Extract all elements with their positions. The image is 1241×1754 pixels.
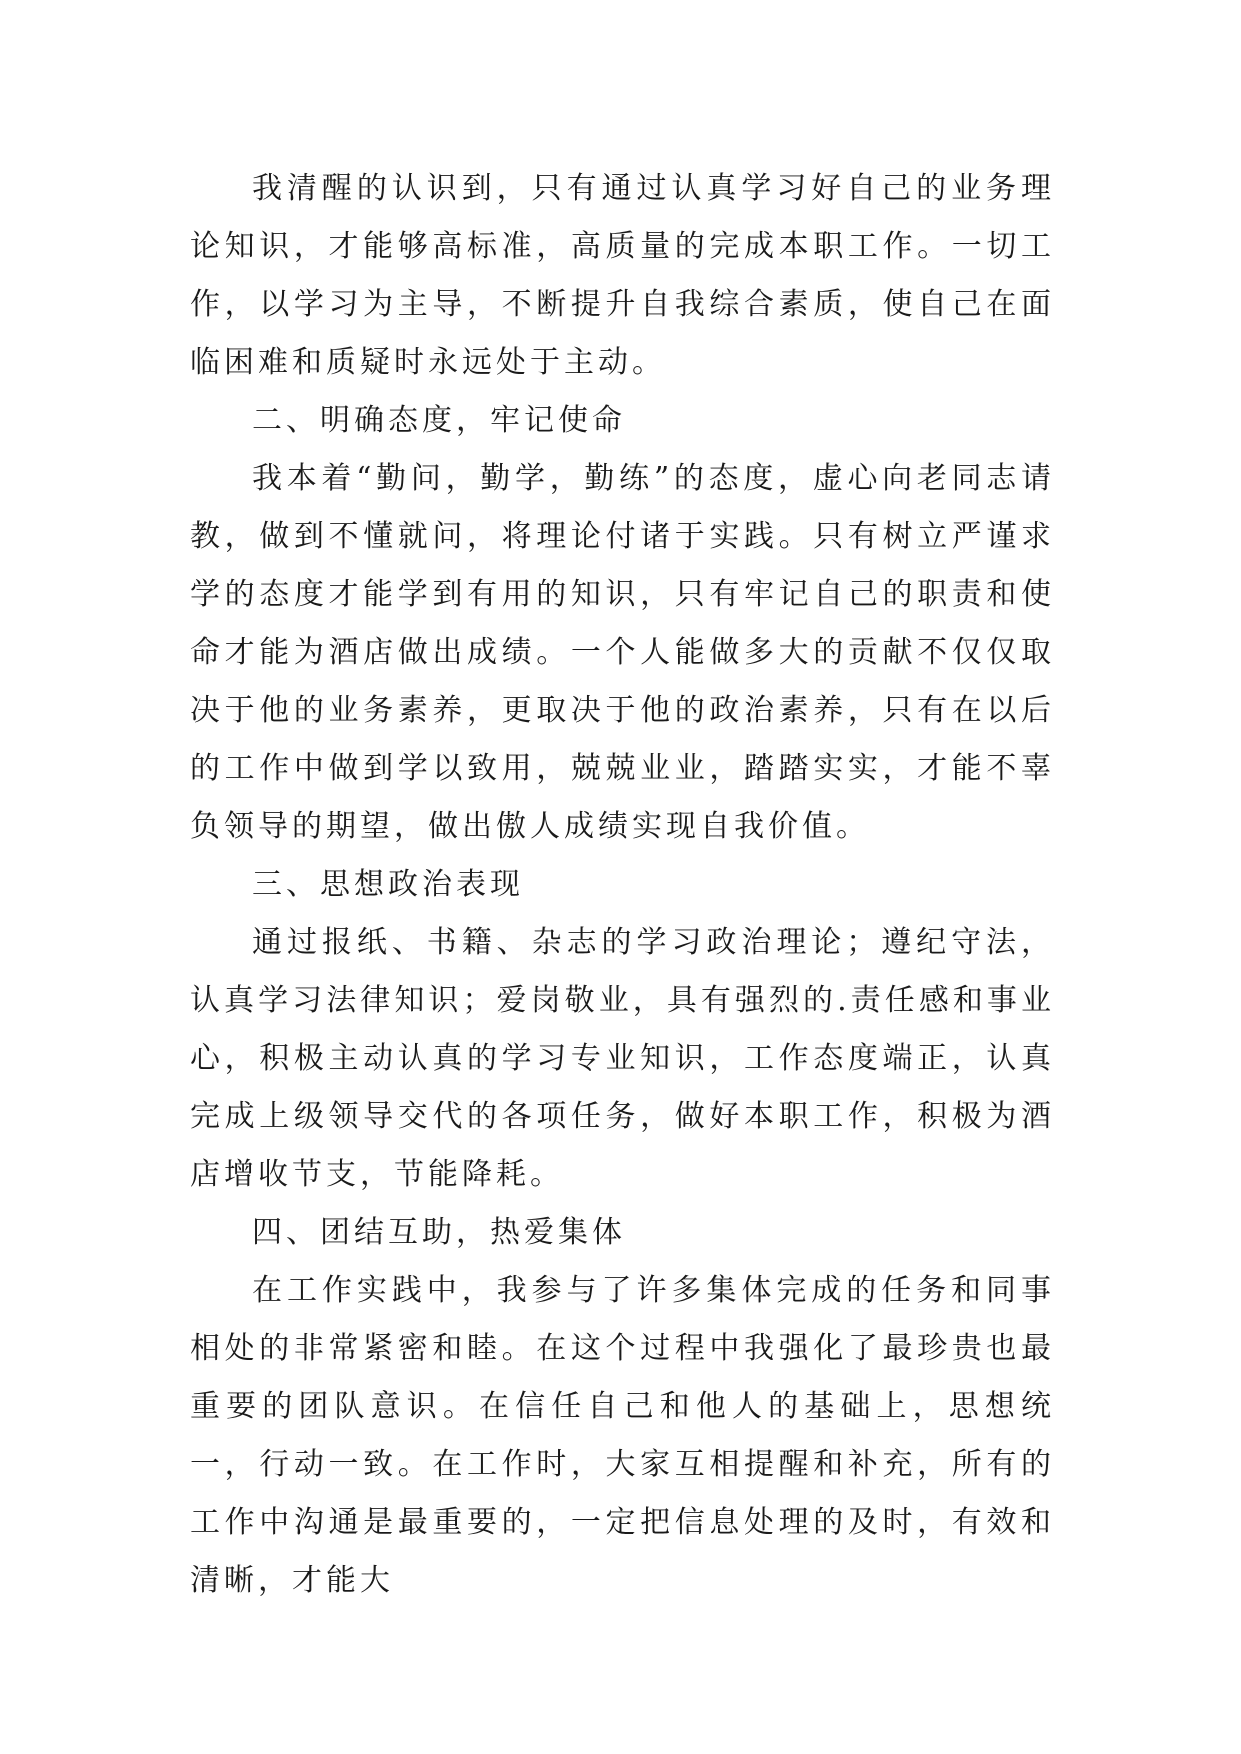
- body-paragraph: 在工作实践中，我参与了许多集体完成的任务和同事相处的非常紧密和睦。在这个过程中我强化了最珍贵也最重要的团队意识。在信任自己和他人的基础上，思想统一，行动一致。在工作时，大家互相提醒和补充，所有的工作中沟通是最重要的，一定把信息处理的及时，有效和清晰，才能大: [190, 1273, 1055, 1598]
- section-heading: 二、明确态度，牢记使命: [252, 403, 626, 438]
- body-paragraph: 通过报纸、书籍、杂志的学习政治理论；遵纪守法，认真学习法律知识；爱岗敬业，具有强烈的.责任感和事业心，积极主动认真的学习专业知识，工作态度端正，认真完成上级领导交代的各项任务，做好本职工作，积极为酒店增收节支，节能降耗。: [190, 925, 1055, 1192]
- body-paragraph: 我本着“勤问，勤学，勤练”的态度，虚心向老同志请教，做到不懂就问，将理论付诸于实践。只有树立严谨求学的态度才能学到有用的知识，只有牢记自己的职责和使命才能为酒店做出成绩。一个人能做多大的贡献不仅仅取决于他的业务素养，更取决于他的政治素养，只有在以后的工作中做到学以致用，兢兢业业，踏踏实实，才能不辜负领导的期望，做出傲人成绩实现自我价值。: [190, 461, 1055, 844]
- body-paragraph: 我清醒的认识到，只有通过认真学习好自己的业务理论知识，才能够高标准，高质量的完成本职工作。一切工作，以学习为主导，不断提升自我综合素质，使自己在面临困难和质疑时永远处于主动。: [190, 171, 1055, 380]
- section-heading: 三、思想政治表现: [252, 867, 524, 902]
- document-body: [190, 160, 1055, 1610]
- section-heading: 四、团结互助，热爱集体: [252, 1215, 626, 1250]
